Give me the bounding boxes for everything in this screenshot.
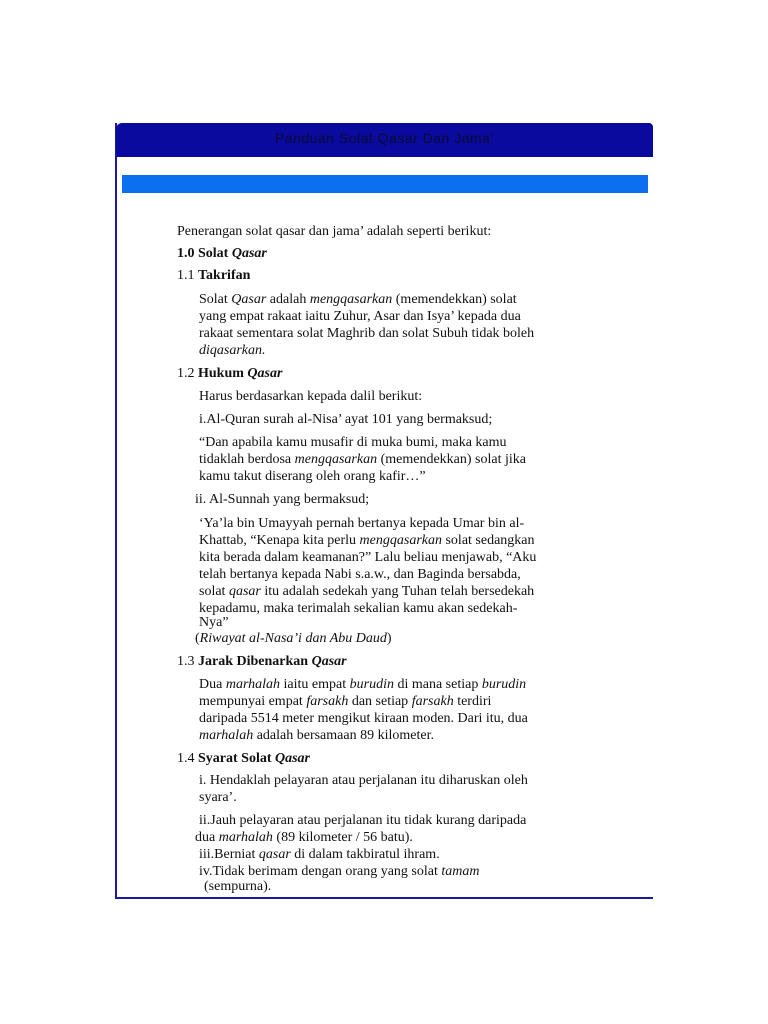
section-1-2-heading: 1.2 Hukum Qasar bbox=[177, 366, 283, 381]
section-1-1-heading: 1.1 Takrifan bbox=[177, 268, 251, 283]
hadith-line-3: kita berada dalam keamanan?” Lalu beliau menjawab, “Aku bbox=[199, 550, 537, 565]
takrifan-line-4: diqasarkan. bbox=[199, 343, 266, 358]
title-banner bbox=[116, 123, 653, 157]
hadith-line-6: kepadamu, maka terimalah sekalian kamu akan sedekah- bbox=[199, 601, 518, 616]
section-1-heading: 1.0 Solat Qasar bbox=[177, 246, 267, 261]
jarak-line-3: daripada 5514 meter mengikut kiraan moden. Dari itu, dua bbox=[199, 711, 528, 726]
quran-quote-line-1: “Dan apabila kamu musafir di muka bumi, maka kamu bbox=[199, 435, 507, 450]
hadith-line-5: solat qasar itu adalah sedekah yang Tuhan telah bersedekah bbox=[199, 584, 535, 599]
quran-quote-line-3: kamu takut diserang oleh orang kafir…” bbox=[199, 469, 426, 484]
takrifan-line-3: rakaat sementara solat Maghrib dan solat Subuh tidak boleh bbox=[199, 326, 535, 341]
section-1-3-heading: 1.3 Jarak Dibenarkan Qasar bbox=[177, 654, 347, 669]
blue-divider-bar bbox=[122, 175, 648, 193]
takrifan-line-2: yang empat rakaat iaitu Zuhur, Asar dan Isya’ kepada dua bbox=[199, 309, 521, 324]
intro-text: Penerangan solat qasar dan jama’ adalah seperti berikut: bbox=[177, 224, 492, 239]
hadith-line-7: Nya” bbox=[199, 615, 229, 630]
hadith-line-4: telah bertanya kepada Nabi s.a.w., dan Baginda bersabda, bbox=[199, 567, 521, 582]
jarak-line-1: Dua marhalah iaitu empat burudin di mana setiap burudin bbox=[199, 677, 527, 692]
syarat-item-1-line-1: i. Hendaklah pelayaran atau perjalanan itu diharuskan oleh bbox=[199, 773, 528, 788]
hadith-line-2: Khattab, “Kenapa kita perlu mengqasarkan solat sedangkan bbox=[199, 533, 535, 548]
hadith-citation: (Riwayat al-Nasa’i dan Abu Daud) bbox=[195, 631, 392, 646]
syarat-item-2-line-1: ii.Jauh pelayaran atau perjalanan itu tidak kurang daripada bbox=[199, 813, 527, 828]
jarak-line-4: marhalah adalah bersamaan 89 kilometer. bbox=[199, 728, 434, 743]
syarat-item-4-line-2: (sempurna). bbox=[204, 879, 272, 894]
takrifan-line-1: Solat Qasar adalah mengqasarkan (memendekkan) solat bbox=[199, 292, 517, 307]
hukum-para-2: i.Al-Quran surah al-Nisa’ ayat 101 yang bermaksud; bbox=[199, 412, 493, 427]
quran-quote-line-2: tidaklah berdosa mengqasarkan (memendekkan) solat jika bbox=[199, 452, 526, 467]
syarat-item-2-line-2: dua marhalah (89 kilometer / 56 batu). bbox=[195, 830, 413, 845]
page-title: Panduan Solat Qasar Dan Jama’ bbox=[274, 130, 495, 146]
syarat-item-3: iii.Berniat qasar di dalam takbiratul ihram. bbox=[199, 847, 440, 862]
hukum-para-1: Harus berdasarkan kepada dalil berikut: bbox=[199, 389, 423, 404]
syarat-item-1-line-2: syara’. bbox=[199, 790, 237, 805]
hadith-line-1: ‘Ya’la bin Umayyah pernah bertanya kepada Umar bin al- bbox=[199, 516, 525, 531]
section-1-4-heading: 1.4 Syarat Solat Qasar bbox=[177, 751, 311, 766]
hukum-para-3: ii. Al-Sunnah yang bermaksud; bbox=[195, 492, 370, 507]
jarak-line-2: mempunyai empat farsakh dan setiap farsakh terdiri bbox=[199, 694, 492, 709]
syarat-item-4-line-1: iv.Tidak berimam dengan orang yang solat tamam bbox=[199, 864, 480, 879]
